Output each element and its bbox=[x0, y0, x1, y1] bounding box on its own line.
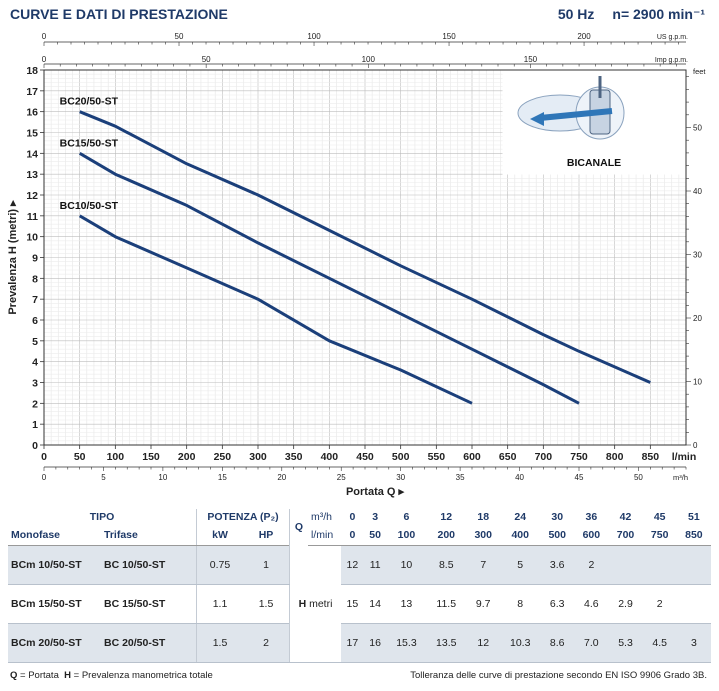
feet-tick-label: 10 bbox=[693, 377, 702, 387]
x-tick-label: 450 bbox=[356, 451, 374, 463]
feet-tick-label: 0 bbox=[693, 441, 698, 450]
h-cell: 16 bbox=[364, 624, 387, 663]
page-title: CURVE E DATI DI PRESTAZIONE bbox=[10, 6, 228, 22]
model-tri: BC 20/50-ST bbox=[101, 624, 197, 663]
y-tick-label: 9 bbox=[32, 252, 38, 265]
y-tick-label: 3 bbox=[32, 377, 38, 390]
lmin-cell: 700 bbox=[608, 525, 642, 546]
power-kw: 1.1 bbox=[197, 585, 244, 624]
x-tick-label: 700 bbox=[534, 451, 553, 463]
x-tick-label: 150 bbox=[142, 451, 160, 463]
power-kw: 1.5 bbox=[197, 624, 244, 663]
h-cell: 11.5 bbox=[426, 585, 466, 624]
h-cell: 2.9 bbox=[608, 585, 642, 624]
m3h-cell: 30 bbox=[540, 509, 574, 525]
frequency-label: 50 Hz bbox=[557, 6, 595, 22]
feet-unit: feet bbox=[693, 67, 706, 76]
x-tick-label: 0 bbox=[41, 451, 47, 463]
h-cell: 4.6 bbox=[574, 585, 608, 624]
m3h-cell: 18 bbox=[466, 509, 500, 525]
feet-tick-label: 20 bbox=[693, 314, 702, 323]
m3h-tick-label: 10 bbox=[158, 473, 168, 482]
x-tick-label: 250 bbox=[213, 451, 232, 463]
x-tick-label: 650 bbox=[498, 451, 517, 463]
lmin-cell: 50 bbox=[364, 525, 387, 546]
x-unit-label: l/min bbox=[671, 451, 697, 463]
h-cell: 7 bbox=[466, 546, 500, 585]
x-tick-label: 500 bbox=[391, 451, 410, 463]
x-tick-label: 400 bbox=[320, 451, 339, 463]
series-label: BC20/50-ST bbox=[59, 95, 119, 108]
us-gpm-unit: US g.p.m. bbox=[656, 34, 688, 41]
h-cell: 15.3 bbox=[387, 624, 427, 663]
x-tick-label: 200 bbox=[177, 451, 196, 463]
h-cell bbox=[643, 546, 677, 585]
y-tick-label: 4 bbox=[32, 356, 38, 369]
x-axis-label: Portata Q ▸ bbox=[345, 486, 405, 498]
model-mono: BCm 20/50-ST bbox=[8, 624, 101, 663]
table-row bbox=[8, 546, 711, 585]
kw-header: kW bbox=[197, 525, 244, 546]
hp-header: HP bbox=[243, 525, 290, 546]
q-header: Q bbox=[290, 509, 309, 546]
lmin-cell: 400 bbox=[500, 525, 540, 546]
lmin-unit: l/min bbox=[308, 525, 341, 546]
y-axis-label: Prevalenza H (metri) ▸ bbox=[7, 200, 19, 315]
m3h-cell: 3 bbox=[364, 509, 387, 525]
x-tick-label: 800 bbox=[605, 451, 624, 463]
us-gpm-tick-label: 0 bbox=[41, 32, 47, 41]
m3h-tick-label: 0 bbox=[41, 473, 47, 482]
performance-table bbox=[8, 509, 711, 663]
lmin-cell: 500 bbox=[540, 525, 574, 546]
y-tick-label: 5 bbox=[32, 335, 38, 348]
m3h-cell: 24 bbox=[500, 509, 540, 525]
q-definition: = Portata bbox=[20, 670, 59, 681]
us-gpm-tick-label: 150 bbox=[442, 32, 456, 41]
y-tick-label: 6 bbox=[32, 315, 38, 327]
h-cell: 8.6 bbox=[540, 624, 574, 663]
lmin-cell: 600 bbox=[574, 525, 608, 546]
h-cell: 4.5 bbox=[643, 624, 677, 663]
h-cell bbox=[608, 546, 642, 585]
h-cell: 3 bbox=[677, 624, 711, 663]
y-tick-label: 14 bbox=[26, 148, 38, 161]
y-tick-label: 7 bbox=[32, 294, 38, 307]
h-cell: 10 bbox=[387, 546, 427, 585]
imp-gpm-tick-label: 100 bbox=[361, 55, 375, 64]
h-cell: 5 bbox=[500, 546, 540, 585]
m3h-cell: 36 bbox=[574, 509, 608, 525]
m3h-tick-label: 50 bbox=[633, 473, 643, 482]
monofase-header: Monofase bbox=[8, 525, 101, 546]
lmin-cell: 750 bbox=[643, 525, 677, 546]
lmin-cell: 850 bbox=[677, 525, 711, 546]
m3h-unit: m³/h bbox=[308, 509, 341, 525]
performance-chart bbox=[0, 28, 719, 498]
h-cell: 5.3 bbox=[608, 624, 642, 663]
m3h-cell: 6 bbox=[387, 509, 427, 525]
x-tick-label: 550 bbox=[427, 451, 446, 463]
h-cell: 2 bbox=[574, 546, 608, 585]
y-tick-label: 11 bbox=[26, 210, 38, 223]
y-tick-label: 2 bbox=[32, 398, 38, 411]
h-cell: 11 bbox=[364, 546, 387, 585]
h-cell: 13 bbox=[387, 585, 427, 624]
y-tick-label: 1 bbox=[32, 419, 38, 432]
h-cell: 12 bbox=[466, 624, 500, 663]
m3h-tick-label: 40 bbox=[515, 473, 525, 482]
feet-tick-label: 50 bbox=[693, 123, 702, 133]
speed-label: n= 2900 min⁻¹ bbox=[612, 6, 705, 22]
h-cell: 13.5 bbox=[426, 624, 466, 663]
x-tick-label: 50 bbox=[73, 451, 86, 463]
power-hp: 2 bbox=[243, 624, 290, 663]
model-mono: BCm 10/50-ST bbox=[8, 546, 101, 585]
trifase-header: Trifase bbox=[101, 525, 197, 546]
series-label: BC15/50-ST bbox=[59, 137, 119, 150]
m3h-cell: 51 bbox=[677, 509, 711, 525]
q-symbol: Q bbox=[10, 670, 18, 681]
h-cell bbox=[677, 585, 711, 624]
h-cell: 7.0 bbox=[574, 624, 608, 663]
lmin-cell: 0 bbox=[341, 525, 364, 546]
h-cell: 17 bbox=[341, 624, 364, 663]
x-tick-label: 750 bbox=[570, 451, 588, 463]
table-row bbox=[8, 624, 711, 663]
m3h-cell: 0 bbox=[341, 509, 364, 525]
y-tick-label: 8 bbox=[32, 273, 38, 286]
lmin-cell: 100 bbox=[387, 525, 427, 546]
model-tri: BC 10/50-ST bbox=[101, 546, 197, 585]
h-cell: 15 bbox=[341, 585, 364, 624]
feet-tick-label: 30 bbox=[693, 250, 702, 260]
h-cell bbox=[677, 546, 711, 585]
y-tick-label: 17 bbox=[26, 85, 38, 98]
potenza-header: POTENZA (P₂) bbox=[197, 509, 290, 525]
m3h-tick-label: 45 bbox=[574, 473, 584, 482]
h-symbol: H bbox=[64, 670, 72, 681]
h-cell: 3.6 bbox=[540, 546, 574, 585]
power-hp: 1 bbox=[243, 546, 290, 585]
x-tick-label: 350 bbox=[284, 451, 303, 463]
series-label: BC10/50-ST bbox=[59, 199, 119, 212]
x-tick-label: 600 bbox=[463, 451, 481, 463]
h-cell: 10.3 bbox=[500, 624, 540, 663]
m3h-tick-label: 5 bbox=[101, 473, 106, 482]
m3h-tick-label: 15 bbox=[217, 473, 227, 482]
y-tick-label: 10 bbox=[26, 231, 38, 244]
m3h-tick-label: 20 bbox=[277, 473, 287, 482]
imp-gpm-tick-label: 150 bbox=[523, 55, 538, 64]
h-cell: 9.7 bbox=[466, 585, 500, 624]
x-tick-label: 300 bbox=[249, 451, 267, 463]
y-tick-label: 12 bbox=[26, 190, 38, 202]
m3h-unit: m³/h bbox=[673, 473, 688, 482]
table-row bbox=[8, 585, 711, 624]
imp-gpm-unit: Imp g.p.m. bbox=[654, 57, 688, 64]
m3h-tick-label: 30 bbox=[396, 473, 406, 482]
x-tick-label: 850 bbox=[641, 451, 660, 463]
us-gpm-tick-label: 200 bbox=[577, 32, 591, 41]
us-gpm-tick-label: 50 bbox=[174, 32, 184, 41]
h-cell: 6.3 bbox=[540, 585, 574, 624]
y-tick-label: 15 bbox=[26, 127, 38, 140]
lmin-cell: 300 bbox=[466, 525, 500, 546]
h-unit: metri bbox=[309, 598, 333, 610]
h-label bbox=[290, 546, 342, 663]
model-mono: BCm 15/50-ST bbox=[8, 585, 101, 624]
lmin-cell: 200 bbox=[426, 525, 466, 546]
y-tick-label: 13 bbox=[26, 169, 38, 182]
imp-gpm-tick-label: 0 bbox=[41, 55, 47, 64]
h-cell: 2 bbox=[643, 585, 677, 624]
h-cell: 8 bbox=[500, 585, 540, 624]
imp-gpm-tick-label: 50 bbox=[201, 55, 211, 64]
m3h-cell: 12 bbox=[426, 509, 466, 525]
tolerance-note: Tolleranza delle curve di prestazione secondo EN ISO 9906 Grado 3B. bbox=[410, 670, 707, 681]
us-gpm-tick-label: 100 bbox=[307, 32, 321, 41]
feet-tick-label: 40 bbox=[693, 187, 702, 196]
h-definition: = Prevalenza manometrica totale bbox=[73, 670, 213, 681]
power-hp: 1.5 bbox=[243, 585, 290, 624]
m3h-tick-label: 25 bbox=[336, 473, 346, 482]
tipo-header: TIPO bbox=[8, 509, 197, 525]
m3h-tick-label: 35 bbox=[455, 473, 465, 482]
m3h-cell: 45 bbox=[643, 509, 677, 525]
spec-header bbox=[558, 6, 705, 23]
y-tick-label: 0 bbox=[32, 440, 38, 452]
h-cell: 12 bbox=[341, 546, 364, 585]
y-tick-label: 16 bbox=[26, 106, 38, 119]
inset-label: BICANALE bbox=[566, 157, 622, 169]
h-cell: 8.5 bbox=[426, 546, 466, 585]
h-cell: 14 bbox=[364, 585, 387, 624]
h-symbol: H bbox=[298, 598, 307, 610]
m3h-cell: 42 bbox=[608, 509, 642, 525]
legend-footnote bbox=[10, 670, 213, 681]
y-tick-label: 18 bbox=[26, 65, 38, 77]
model-tri: BC 15/50-ST bbox=[101, 585, 197, 624]
power-kw: 0.75 bbox=[197, 546, 244, 585]
x-tick-label: 100 bbox=[106, 451, 125, 463]
